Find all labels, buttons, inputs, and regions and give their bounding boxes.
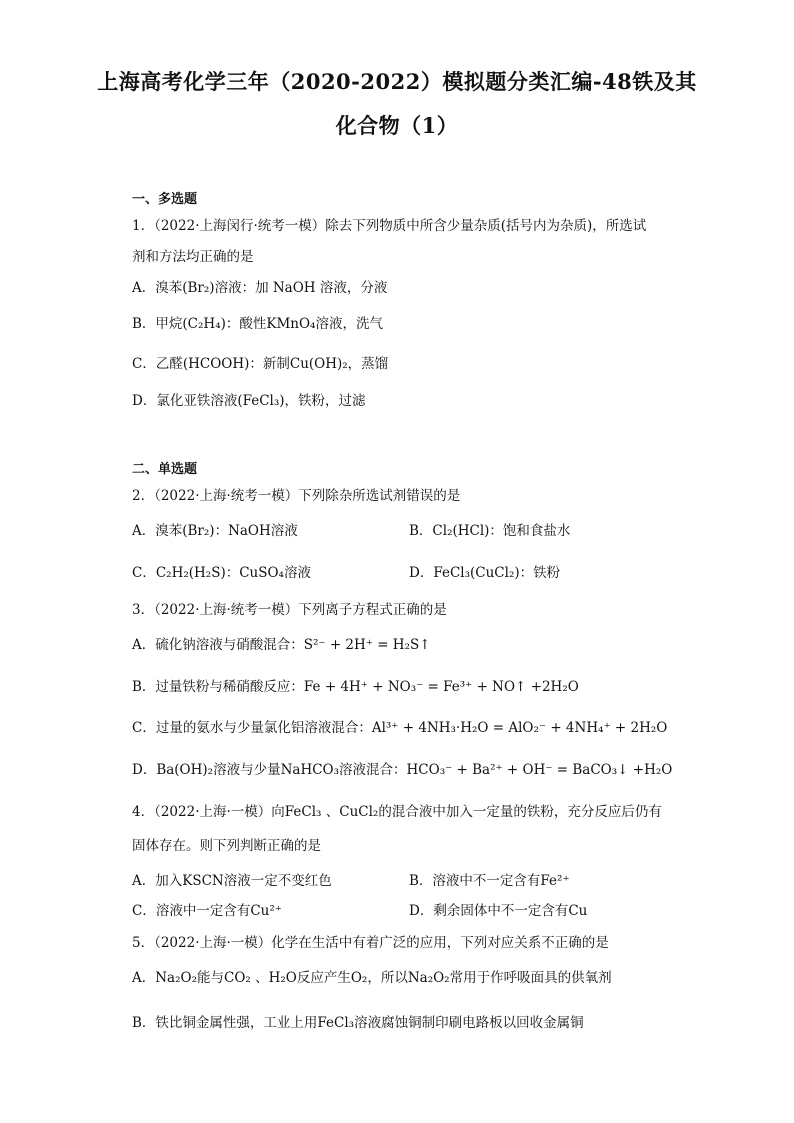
q3-option-c: C．过量的氨水与少量氯化铝溶液混合：Al³⁺ + 4NH₃·H₂O = AlO₂⁻ + 4NH₄⁺ + 2H₂O [132, 720, 668, 736]
doc-title-line1: 上海高考化学三年（2020-2022）模拟题分类汇编-48铁及其 [97, 69, 697, 94]
q3-option-d: D．Ba(OH)₂溶液与少量NaHCO₃溶液混合：HCO₃⁻ + Ba²⁺ + OH⁻ = BaCO₃↓ +H₂O [132, 762, 673, 778]
q1-option-c: C．乙醛(HCOOH)：新制Cu(OH)₂，蒸馏 [132, 356, 389, 372]
q4-stem-line2: 固体存在。则下列判断正确的是 [132, 838, 321, 854]
q4-stem-line1: 4．（2022·上海·一模）向FeCl₃ 、CuCl₂的混合液中加入一定量的铁粉，充分反应后仍有 [132, 804, 662, 820]
section-heading-single: 二、单选题 [132, 462, 198, 477]
q1-stem-line1: 1．（2022·上海闵行·统考一模）除去下列物质中所含少量杂质(括号内为杂质)，所选试 [132, 218, 647, 234]
q4-option-a: A．加入KSCN溶液一定不变红色 [132, 873, 332, 889]
q4-option-b: B．溶液中不一定含有Fe²⁺ [409, 873, 570, 889]
q4-option-d: D．剩余固体中不一定含有Cu [409, 903, 588, 919]
q1-stem-line2: 剂和方法均正确的是 [132, 249, 254, 265]
q5-option-b: B．铁比铜金属性强，工业上用FeCl₃溶液腐蚀铜制印刷电路板以回收金属铜 [132, 1015, 584, 1031]
q1-option-a: A．溴苯(Br₂)溶液：加 NaOH 溶液，分液 [132, 280, 388, 296]
q2-option-b: B．Cl₂(HCl)：饱和食盐水 [409, 523, 571, 539]
q2-option-a: A．溴苯(Br₂)：NaOH溶液 [132, 523, 298, 539]
q5-option-a: A．Na₂O₂能与CO₂ 、H₂O反应产生O₂，所以Na₂O₂常用于作呼吸面具的供氧剂 [132, 970, 612, 986]
q5-stem: 5．（2022·上海·一模）化学在生活中有着广泛的应用，下列对应关系不正确的是 [132, 935, 609, 951]
q2-option-c: C．C₂H₂(H₂S)：CuSO₄溶液 [132, 565, 311, 581]
q3-stem: 3．（2022·上海·统考一模）下列离子方程式正确的是 [132, 602, 447, 618]
q2-stem: 2．（2022·上海·统考一模）下列除杂所选试剂错误的是 [132, 488, 461, 504]
q1-option-d: D．氯化亚铁溶液(FeCl₃)，铁粉，过滤 [132, 393, 366, 409]
q2-option-d: D．FeCl₃(CuCl₂)：铁粉 [409, 565, 561, 581]
section-heading-multi: 一、多选题 [132, 192, 198, 207]
q1-option-b: B．甲烷(C₂H₄)：酸性KMnO₄溶液，洗气 [132, 316, 383, 332]
q3-option-b: B．过量铁粉与稀硝酸反应：Fe + 4H⁺ + NO₃⁻ = Fe³⁺ + NO↑ +2H₂O [132, 679, 579, 695]
q4-option-c: C．溶液中一定含有Cu²⁺ [132, 903, 282, 919]
q3-option-a: A．硫化钠溶液与硝酸混合：S²⁻ + 2H⁺ = H₂S↑ [132, 637, 431, 653]
doc-title-line2: 化合物（1） [335, 113, 459, 138]
